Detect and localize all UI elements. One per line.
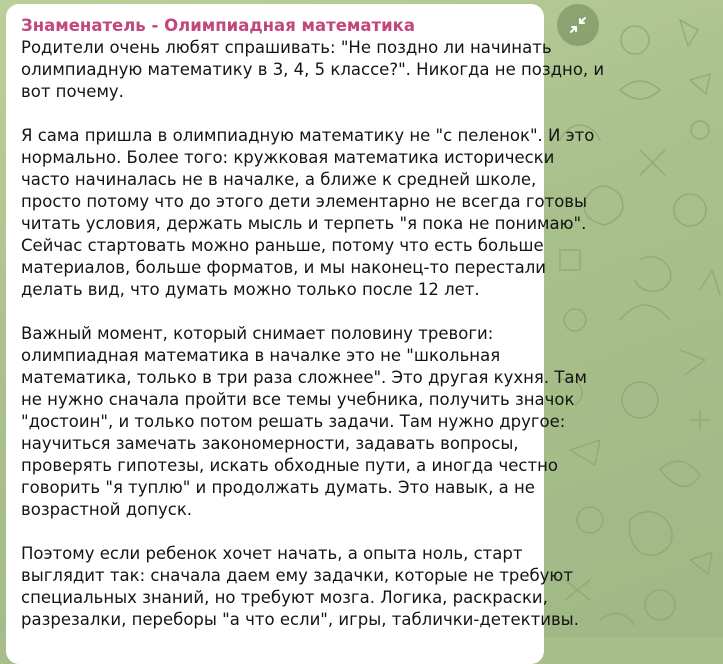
text-line: научиться замечать закономерности, задавать вопросы, [21, 434, 519, 453]
text-line: специальных знаний, но требуют мозга. Логика, раскраски, [21, 588, 548, 607]
text-line: возрастной допуск. [21, 500, 193, 519]
text-line: Родители очень любят спрашивать: "Не поздно ли начинать [21, 38, 552, 57]
message-paragraph [21, 37, 605, 103]
text-line: вот почему. [21, 82, 124, 101]
text-line: материалов, больше форматов, и мы наконец-то перестали [21, 258, 547, 277]
text-line: проверять гипотезы, искать обходные пути, а иногда честно [21, 456, 558, 475]
text-line: не нужно сначала пройти все темы учебника, получить значок [21, 390, 575, 409]
text-line: Поэтому если ребенок хочет начать, а опыта ноль, старт [21, 544, 523, 563]
message-paragraph [21, 125, 595, 301]
message-paragraph [21, 543, 579, 631]
message-paragraph [21, 323, 587, 521]
text-line: разрезалки, переборы "а что если", игры, таблички-детективы. [21, 610, 579, 629]
text-line: Сейчас стартовать можно раньше, потому что есть больше [21, 236, 544, 255]
message-text [21, 37, 605, 631]
collapse-button[interactable] [557, 4, 599, 46]
text-line: говорить "я туплю" и продолжать думать. Это навык, а не [21, 478, 535, 497]
text-line: Важный момент, который снимает половину тревоги: [21, 324, 494, 343]
text-line: выглядит так: сначала даем ему задачки, которые не требуют [21, 566, 573, 585]
collapse-arrows-icon [568, 15, 588, 35]
text-line: математика, только в три раза сложнее". Это другая кухня. Там [21, 368, 587, 387]
text-line: Я сама пришла в олимпиадную математику не "с пеленок". И это [21, 126, 595, 145]
message-bubble [6, 4, 605, 664]
text-line: делать вид, что думать можно только после 12 лет. [21, 280, 480, 299]
text-line: нормально. Более того: кружковая математика исторически [21, 148, 555, 167]
text-line: "достоин", и только потом решать задачи. Там нужно другое: [21, 412, 566, 431]
text-line: олимпиадную математику в 3, 4, 5 классе?". Никогда не поздно, и [21, 60, 605, 79]
text-line: читать условия, держать мысль и терпеть "я пока не понимаю". [21, 214, 587, 233]
text-line: часто начиналась не в началке, а ближе к средней школе, [21, 170, 537, 189]
text-line: просто потому что до этого дети элементарно не всегда готовы [21, 192, 588, 211]
message-author[interactable]: Знаменатель - Олимпиадная математика [21, 16, 415, 35]
text-line: олимпиадная математика в началке это не "школьная [21, 346, 501, 365]
